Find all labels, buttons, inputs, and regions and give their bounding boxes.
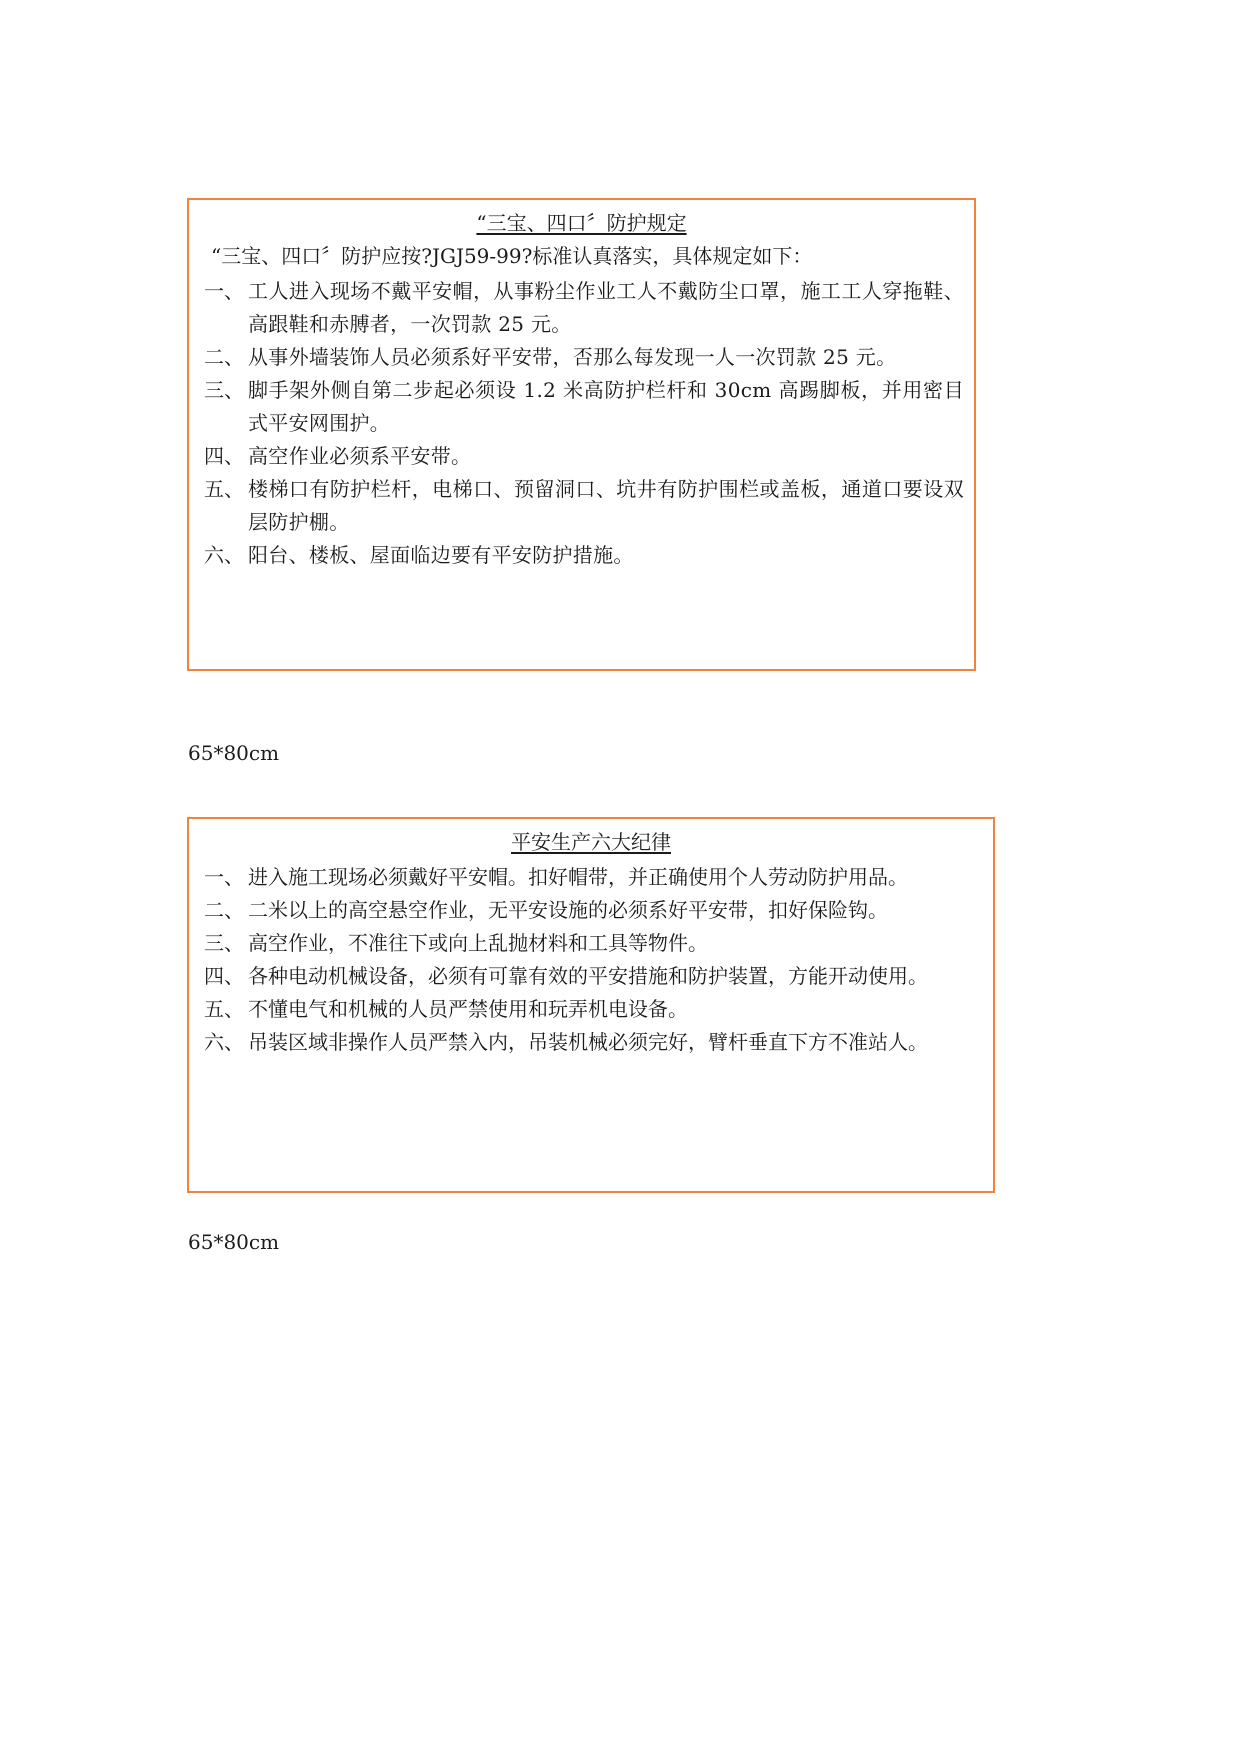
rule-text: 进入施工现场必须戴好平安帽。扣好帽带，并正确使用个人劳动防护用品。	[248, 865, 908, 889]
rule-text: 吊装区域非操作人员严禁入内，吊装机械必须完好，臂杆垂直下方不准站人。	[248, 1030, 928, 1054]
rule-item	[204, 861, 994, 894]
rule-item	[204, 374, 964, 440]
rule-text: 阳台、楼板、屋面临边要有平安防护措施。	[248, 543, 634, 567]
rule-text: 从事外墙装饰人员必须系好平安带，否那么每发现一人一次罚款 25 元。	[248, 345, 897, 369]
sign-box-six-disciplines	[187, 817, 995, 1193]
rule-number: 四、	[204, 964, 244, 988]
sign2-size-label: 65*80cm	[188, 1230, 280, 1254]
rule-number: 四、	[204, 444, 244, 468]
rule-item	[204, 473, 964, 539]
rule-text: 脚手架外侧自第二步起必须设 1.2 米高防护栏杆和 30cm 高踢脚板，并用密目式平安网围护。	[248, 378, 964, 435]
rule-number: 六、	[204, 543, 244, 567]
rule-item	[204, 440, 964, 473]
sign1-intro: “三宝、四口〞防护应按?JGJ59-99?标准认真落实，具体规定如下：	[211, 244, 813, 268]
sign2-title: 平安生产六大纪律	[511, 830, 671, 854]
rule-item	[204, 960, 994, 993]
rule-item	[204, 993, 994, 1026]
rule-number: 二、	[204, 345, 244, 369]
rule-number: 三、	[204, 378, 244, 402]
sign2-rule-list	[204, 861, 994, 1059]
rule-item	[204, 275, 964, 341]
rule-text: 工人进入现场不戴平安帽，从事粉尘作业工人不戴防尘口罩，施工工人穿拖鞋、高跟鞋和赤膊者，一次罚款 25 元。	[248, 279, 964, 336]
rule-item	[204, 539, 964, 572]
rule-text: 楼梯口有防护栏杆，电梯口、预留洞口、坑井有防护围栏或盖板，通道口要设双层防护棚。	[248, 477, 964, 534]
rule-number: 三、	[204, 931, 244, 955]
rule-text: 各种电动机械设备，必须有可靠有效的平安措施和防护装置，方能开动使用。	[248, 964, 928, 988]
rule-text: 高空作业必须系平安带。	[248, 444, 472, 468]
rule-number: 一、	[204, 279, 244, 303]
rule-item	[204, 341, 964, 374]
rule-number: 二、	[204, 898, 244, 922]
rule-number: 一、	[204, 865, 244, 889]
sign1-title: “三宝、四口〞防护规定	[476, 211, 687, 235]
sign1-rule-list	[204, 275, 964, 572]
rule-text: 二米以上的高空悬空作业，无平安设施的必须系好平安带，扣好保险钩。	[248, 898, 888, 922]
rule-text: 高空作业，不准往下或向上乱抛材料和工具等物件。	[248, 931, 708, 955]
rule-item	[204, 927, 994, 960]
rule-item	[204, 1026, 994, 1059]
rule-item	[204, 894, 994, 927]
sign1-size-label: 65*80cm	[188, 741, 280, 765]
rule-number: 六、	[204, 1030, 244, 1054]
rule-text: 不懂电气和机械的人员严禁使用和玩弄机电设备。	[248, 997, 688, 1021]
sign-box-three-treasures	[187, 198, 976, 671]
rule-number: 五、	[204, 997, 244, 1021]
rule-number: 五、	[204, 477, 244, 501]
